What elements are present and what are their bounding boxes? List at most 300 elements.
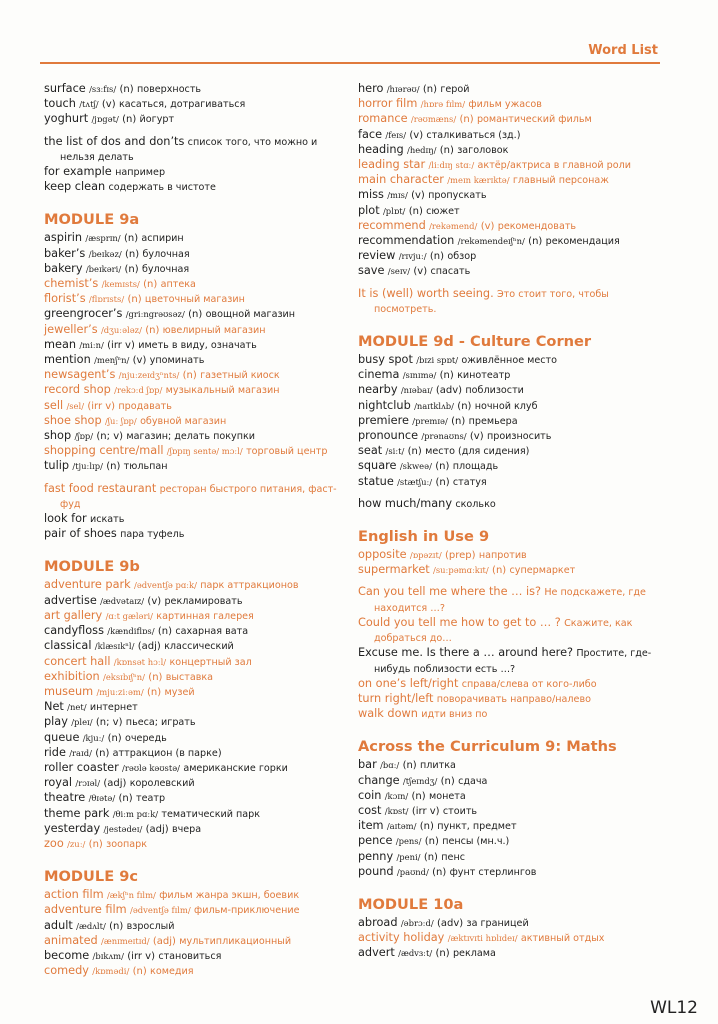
entry-part-of-speech: (v) [411, 190, 425, 202]
entry-word: become [44, 948, 90, 962]
entry-word: turn right/left [358, 691, 434, 705]
entry-translation: королевский [129, 778, 195, 790]
entry-translation: классический [164, 641, 234, 653]
entry-phonetic: /menʃⁿn/ [94, 355, 130, 366]
entry-part-of-speech: (n) [407, 446, 422, 458]
word-entry [358, 204, 663, 219]
entry-translation: кинотеатр [457, 370, 511, 382]
entry-translation: за границей [466, 917, 529, 929]
entry-word: jeweller’s [44, 322, 98, 336]
entry-word: miss [358, 188, 384, 202]
entry-translation: Не подскажете, где находится …? [374, 587, 646, 614]
entry-word: exhibition [44, 669, 100, 683]
header-title: Word List [588, 43, 658, 58]
entry-phonetic: /kɒnsət hɔːl/ [113, 656, 167, 667]
entry-translation: заголовок [457, 144, 509, 156]
entry-word: aspirin [44, 231, 83, 245]
entry-translation: упоминать [149, 355, 205, 367]
entry-translation: ночной клуб [474, 400, 538, 412]
word-entry [44, 399, 349, 414]
word-entry [44, 165, 349, 180]
header-rule [40, 62, 660, 64]
entry-word: pound [358, 864, 394, 878]
word-entry [44, 670, 349, 685]
entry-phonetic: /pens/ [395, 836, 422, 847]
entry-phonetic: /beɪkəri/ [85, 263, 122, 274]
word-entry [358, 834, 663, 849]
entry-translation: тематический парк [161, 808, 261, 820]
entry-part-of-speech: (n) [143, 279, 158, 291]
entry-phonetic: /əbrɔːd/ [400, 917, 434, 928]
entry-word: nightclub [358, 398, 411, 412]
entry-word: play [44, 715, 68, 729]
word-entry [44, 277, 349, 292]
section-heading: MODULE 9c [44, 868, 139, 886]
word-entry [44, 112, 349, 127]
entry-word: pronounce [358, 429, 419, 443]
word-entry [44, 761, 349, 776]
entry-part-of-speech: (n) [88, 838, 103, 850]
entry-word: Can you tell me where the … is? [358, 585, 542, 599]
entry-translation: пункт, предмет [437, 821, 517, 833]
entry-phonetic: /pleɪ/ [71, 717, 93, 728]
entry-phonetic: /mɪs/ [387, 190, 408, 201]
entry-word: on one’s left/right [358, 676, 459, 690]
entry-phonetic: /net/ [67, 702, 87, 713]
entry-word: mean [44, 337, 77, 351]
entry-part-of-speech: (n) [118, 793, 133, 805]
entry-translation: фильм жанра экшн, боевик [159, 890, 300, 902]
entry-phonetic: /jestədeɪ/ [103, 823, 143, 834]
entry-phonetic: /griːngrəʊsəz/ [125, 309, 185, 320]
entry-translation: булочная [141, 263, 190, 275]
word-entry [44, 180, 349, 195]
entry-phonetic: /hɒrə fɪlm/ [420, 99, 466, 110]
entry-translation: картинная галерея [156, 610, 254, 622]
entry-word: nearby [358, 383, 398, 397]
entry-word: shoe shop [44, 413, 102, 427]
entry-phonetic: /zuː/ [67, 838, 86, 849]
entry-translation: очередь [125, 732, 167, 744]
entry-phonetic: /kɔɪn/ [384, 790, 409, 801]
entry-word: art gallery [44, 608, 103, 622]
entry-phonetic: /miːn/ [79, 339, 104, 350]
word-entry [358, 399, 663, 414]
entry-word: adventure film [44, 903, 127, 917]
entry-part-of-speech: (n) [440, 775, 455, 787]
page-number: WL12 [650, 998, 698, 1018]
word-entry [358, 865, 663, 880]
entry-part-of-speech: (n) [528, 236, 543, 248]
entry-translation: премьера [468, 415, 518, 427]
entry-word: romance [358, 112, 408, 126]
entry-word: zoo [44, 836, 64, 850]
word-entry [44, 353, 349, 368]
entry-phonetic: /θɪətə/ [88, 793, 116, 804]
entry-phonetic: /paʊnd/ [396, 866, 429, 877]
entry-word: heading [358, 142, 404, 156]
entry-part-of-speech: (n) [125, 248, 140, 260]
entry-word: animated [44, 933, 98, 947]
entry-word: baker’s [44, 246, 86, 260]
entry-phonetic: /klæsɪkⁿl/ [94, 641, 135, 652]
word-entry [358, 916, 663, 931]
entry-word: Excuse me. Is there a … around here? [358, 646, 574, 660]
entry-translation: справа/слева от кого-либо [461, 678, 597, 690]
word-entry [44, 135, 349, 165]
section-heading: MODULE 9a [44, 211, 140, 229]
entry-translation: ювелирный магазин [162, 324, 266, 336]
entry-translation: выставка [165, 671, 214, 683]
word-entry [44, 715, 349, 730]
entry-phonetic: /liːdɪŋ stɑː/ [428, 160, 475, 171]
entry-part-of-speech: (n) [107, 732, 122, 744]
entry-part-of-speech: (n) [402, 760, 417, 772]
entry-word: shopping centre/mall [44, 444, 164, 458]
entry-phonetic: /naɪtklʌb/ [414, 400, 454, 411]
word-entry [358, 758, 663, 773]
entry-word: florist’s [44, 292, 86, 306]
entry-translation: пьеса; играть [125, 717, 196, 729]
entry-word: yesterday [44, 821, 101, 835]
entry-phonetic: /rɪvjuː/ [398, 251, 427, 262]
entry-translation: содержать в чистоте [108, 182, 216, 194]
word-entry [44, 527, 349, 542]
word-entry [358, 112, 663, 127]
word-entry [44, 609, 349, 624]
entry-translation: список того, что можно и нельзя делать [60, 136, 318, 163]
entry-word: square [358, 459, 397, 473]
entry-translation: комедия [150, 966, 194, 978]
entry-word: adventure park [44, 578, 131, 592]
entry-phonetic: /feɪs/ [385, 129, 407, 140]
word-entry [44, 964, 349, 979]
entry-word: royal [44, 776, 73, 790]
word-entry [358, 850, 663, 865]
entry-part-of-speech: (n) [106, 461, 121, 473]
entry-translation: статуя [452, 476, 487, 488]
word-entry [44, 482, 349, 512]
entry-phonetic: /kændiflɒs/ [107, 626, 155, 637]
word-entry [44, 888, 349, 903]
word-entry [358, 946, 663, 961]
word-entry [44, 82, 349, 97]
entry-word: how much/many [358, 496, 453, 510]
word-entry [44, 731, 349, 746]
entry-part-of-speech: (n) [432, 866, 447, 878]
entry-part-of-speech: (n) [132, 966, 147, 978]
word-entry [358, 646, 663, 676]
word-entry [44, 444, 349, 459]
entry-word: hero [358, 82, 384, 95]
word-entry [358, 444, 663, 459]
word-entry [358, 774, 663, 789]
word-entry [358, 173, 663, 188]
entry-part-of-speech: (prep) [444, 550, 476, 562]
entry-translation: идти вниз по [421, 709, 488, 721]
entry-part-of-speech: (n) [124, 263, 139, 275]
entry-word: ride [44, 745, 66, 759]
word-entry [358, 804, 663, 819]
entry-translation: аптека [160, 279, 196, 291]
entry-phonetic: /siːt/ [385, 446, 405, 457]
entry-part-of-speech: (n) [182, 370, 197, 382]
word-entry [44, 639, 349, 654]
entry-word: comedy [44, 964, 89, 978]
entry-word: fast food restaurant [44, 481, 157, 495]
entry-part-of-speech: (n) [435, 476, 450, 488]
word-entry [358, 707, 663, 722]
entry-translation: тюльпан [123, 461, 168, 473]
entry-phonetic: /eksɪbɪʃⁿn/ [103, 671, 145, 682]
entry-part-of-speech: (v) [132, 355, 147, 367]
entry-part-of-speech: (n) [188, 309, 203, 321]
entry-translation: напротив [478, 550, 527, 562]
entry-phonetic: /bɑː/ [380, 760, 400, 771]
word-entry [358, 931, 663, 946]
entry-translation: мультипликационный [179, 935, 292, 947]
entry-translation: пропускать [428, 190, 487, 202]
entry-phonetic: /dʒuːələz/ [100, 324, 142, 335]
word-entry [358, 475, 663, 490]
entry-phonetic: /ænɪmeɪtɪd/ [101, 935, 150, 946]
entry-word: horror film [358, 97, 418, 111]
entry-word: main character [358, 173, 444, 187]
entry-translation: цветочный магазин [144, 294, 245, 306]
word-entry [44, 807, 349, 822]
entry-part-of-speech: (v) [147, 595, 162, 607]
entry-word: recommendation [358, 234, 455, 248]
entry-translation: йогурт [139, 114, 175, 126]
entry-phonetic: /njuːzeɪdʒⁿnts/ [118, 370, 180, 381]
entry-phonetic: /ɒpəzɪt/ [409, 550, 442, 561]
entry-phonetic: /hedɪŋ/ [407, 144, 437, 155]
entry-translation: рекомендация [545, 236, 620, 248]
word-entry [44, 262, 349, 277]
word-entry [358, 789, 663, 804]
entry-translation: сюжет [426, 205, 460, 217]
entry-phonetic: /plɒt/ [382, 205, 406, 216]
entry-word: advert [358, 946, 395, 960]
entry-phonetic: /nɪəbaɪ/ [400, 385, 433, 396]
word-entry [358, 143, 663, 158]
entry-translation: произносить [486, 431, 552, 443]
entry-word: walk down [358, 707, 418, 721]
entry-translation: главный персонаж [512, 175, 609, 187]
entry-word: chemist’s [44, 277, 99, 291]
left-column [44, 82, 349, 979]
word-entry [44, 512, 349, 527]
entry-word: cost [358, 803, 382, 817]
entry-part-of-speech: (n) [429, 251, 445, 263]
word-entry [44, 903, 349, 918]
entry-translation: Скажите, как добраться до… [374, 617, 633, 645]
entry-translation: Простите, где-нибудь поблизости есть …? [374, 648, 652, 675]
entry-word: premiere [358, 413, 409, 427]
entry-word: activity holiday [358, 931, 445, 945]
entry-part-of-speech: (n) [451, 415, 466, 427]
word-entry [44, 949, 349, 964]
entry-translation: взрослый [126, 920, 175, 932]
entry-phonetic: /ʃɒp/ [74, 431, 94, 442]
entry-phonetic: /raɪd/ [69, 747, 92, 758]
entry-part-of-speech: (n; v) [96, 431, 124, 443]
entry-word: sell [44, 398, 64, 412]
entry-part-of-speech: (adj) [137, 641, 161, 653]
spacer [358, 280, 663, 287]
entry-part-of-speech: (n) [95, 747, 110, 759]
entry-word: bar [358, 758, 377, 772]
word-entry [44, 578, 349, 593]
word-entry [358, 819, 663, 834]
entry-word: keep clean [44, 180, 106, 194]
entry-word: abroad [358, 915, 398, 929]
entry-phonetic: /rekɔːd ʃɒp/ [114, 385, 163, 396]
entry-part-of-speech: (n) [439, 144, 454, 156]
entry-translation: пенсы (мн.ч.) [442, 836, 510, 848]
word-entry [358, 692, 663, 707]
entry-phonetic: /ædvətaɪz/ [100, 595, 145, 606]
word-entry [358, 383, 663, 398]
entry-translation: иметь в виду, означать [138, 339, 257, 351]
entry-phonetic: /rekəmend/ [429, 220, 478, 231]
entry-translation: монета [428, 790, 466, 802]
word-entry [44, 247, 349, 262]
entry-translation: романтический фильм [476, 114, 592, 126]
entry-phonetic: /premɪə/ [412, 415, 448, 426]
entry-translation: фунт стерлингов [449, 866, 537, 878]
entry-word: touch [44, 97, 76, 111]
word-entry [44, 429, 349, 444]
entry-phonetic: /ædʌlt/ [76, 920, 106, 931]
spacer [358, 490, 663, 497]
entry-translation: стоить [442, 805, 478, 817]
word-entry [44, 791, 349, 806]
entry-phonetic: /flɒrɪsts/ [88, 294, 125, 305]
entry-word: pair of shoes [44, 527, 117, 541]
entry-part-of-speech: (n) [492, 565, 507, 577]
entry-translation: площадь [452, 461, 499, 473]
word-entry [358, 287, 663, 317]
word-entry [358, 353, 663, 368]
entry-phonetic: /rəʊmæns/ [410, 114, 457, 125]
entry-word: advertise [44, 593, 97, 607]
word-entry [358, 128, 663, 143]
entry-phonetic: /ʃɒpɪŋ sentə/ mɔːl/ [166, 446, 243, 457]
word-entry [44, 231, 349, 246]
entry-translation: фильм ужасов [468, 99, 542, 111]
entry-translation: торговый центр [246, 446, 328, 458]
entry-part-of-speech: (irr v) [411, 805, 440, 817]
entry-part-of-speech: (adv) [436, 917, 464, 929]
entry-phonetic: /æsprɪn/ [85, 233, 121, 244]
entry-part-of-speech: (irr v) [127, 950, 155, 962]
entry-translation: рекламировать [164, 595, 243, 607]
word-entry [44, 383, 349, 398]
entry-part-of-speech: (v) [480, 220, 495, 232]
entry-word: It is (well) worth seeing. [358, 286, 494, 300]
word-entry [44, 459, 349, 474]
word-entry [44, 919, 349, 934]
entry-translation: супермаркет [509, 565, 576, 577]
entry-translation: активный отдых [520, 933, 605, 945]
entry-part-of-speech: (n) [408, 205, 423, 217]
word-entry [44, 323, 349, 338]
entry-part-of-speech: (n) [127, 294, 142, 306]
entry-part-of-speech: (n) [424, 836, 439, 848]
entry-phonetic: /seɪv/ [387, 266, 411, 277]
entry-word: surface [44, 82, 86, 95]
entry-phonetic: /ʃuː ʃɒp/ [104, 415, 137, 426]
entry-word: cinema [358, 368, 400, 382]
entry-word: the list of dos and don’ts [44, 134, 185, 148]
entry-part-of-speech: (n) [439, 370, 454, 382]
section-heading: Across the Curriculum 9: Maths [358, 738, 617, 756]
entry-word: roller coaster [44, 760, 119, 774]
entry-translation: сталкиваться (зд.) [426, 129, 521, 141]
entry-phonetic: /tʃeɪndʒ/ [402, 775, 438, 786]
spacer [44, 128, 349, 135]
spacer [44, 475, 349, 482]
word-entry [44, 624, 349, 639]
entry-phonetic: /ədventʃə pɑːk/ [134, 580, 197, 591]
entry-phonetic: /kɒmədi/ [92, 966, 130, 977]
entry-part-of-speech: (n) [145, 324, 160, 336]
entry-translation: оживлённое место [461, 355, 558, 367]
entry-part-of-speech: (n) [411, 790, 426, 802]
entry-translation: интернет [89, 702, 138, 714]
entry-translation: реклама [452, 948, 496, 960]
entry-phonetic: /prənaʊns/ [421, 431, 467, 442]
entry-word: queue [44, 730, 80, 744]
entry-part-of-speech: (adj) [152, 935, 176, 947]
section-heading: MODULE 9d - Culture Corner [358, 333, 592, 351]
entry-part-of-speech: (n) [123, 233, 139, 245]
entry-translation: искать [89, 514, 125, 526]
entry-phonetic: /rəʊlə kəʊstə/ [122, 762, 180, 773]
entry-part-of-speech: (n) [422, 84, 438, 95]
entry-translation: продавать [118, 400, 172, 412]
entry-phonetic: /kɒst/ [384, 805, 409, 816]
word-entry [358, 616, 663, 646]
entry-word: for example [44, 165, 112, 179]
entry-translation: ресторан быстрого питания, фаст-фуд [60, 483, 337, 510]
entry-part-of-speech: (v) [101, 99, 116, 111]
entry-translation: сахарная вата [175, 626, 249, 638]
word-entry [358, 414, 663, 429]
entry-translation: парк аттракционов [200, 580, 299, 592]
entry-word: item [358, 819, 384, 833]
word-entry [358, 585, 663, 615]
entry-phonetic: /hɪərəʊ/ [386, 84, 420, 94]
entry-translation: зоопарк [106, 838, 148, 850]
word-entry [44, 685, 349, 700]
entry-word: tulip [44, 459, 70, 473]
entry-phonetic: /mjuːziːəm/ [96, 686, 144, 697]
entry-translation: спасать [430, 266, 471, 278]
entry-word: opposite [358, 548, 407, 562]
spacer [358, 578, 663, 585]
entry-phonetic: /sel/ [66, 400, 85, 411]
entry-phonetic: /bɪkʌm/ [92, 950, 124, 961]
entry-part-of-speech: (v) [413, 266, 428, 278]
entry-word: plot [358, 203, 380, 217]
entry-translation: поворачивать направо/налево [436, 693, 591, 705]
entry-word: adult [44, 918, 73, 932]
entry-word: classical [44, 639, 92, 653]
entry-translation: театр [135, 793, 166, 805]
word-entry [44, 822, 349, 837]
